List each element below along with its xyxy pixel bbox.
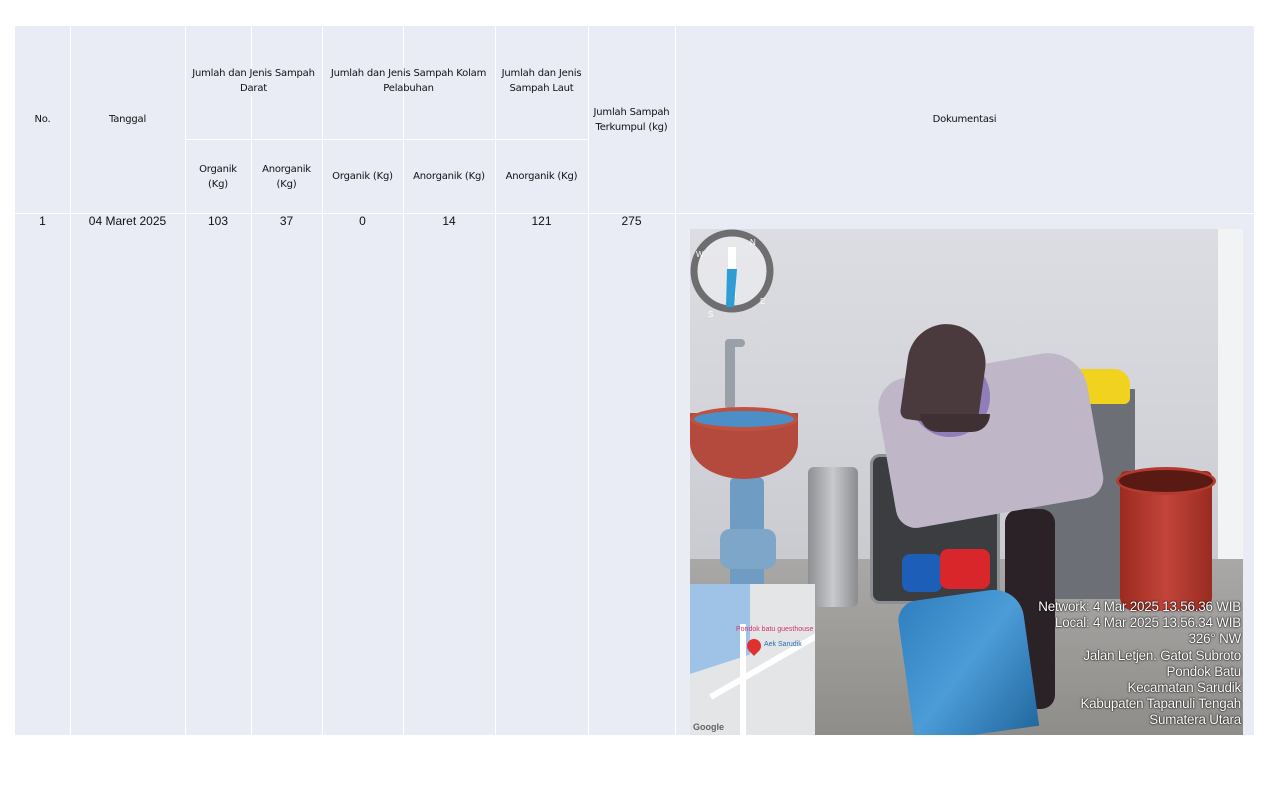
photo-person-cap-brim <box>920 414 990 432</box>
map-river-label: Aek Sarudik <box>764 641 802 648</box>
map-place-label: Pondok batu guesthouse <box>736 626 814 633</box>
header-tanggal: Tanggal <box>108 114 147 125</box>
column-divider <box>185 26 186 735</box>
column-divider <box>495 26 496 735</box>
photo-wall-edge <box>1218 229 1243 559</box>
documentation-photo <box>690 229 1243 735</box>
compass-letter-s: S <box>708 310 714 319</box>
header-kolam-organik: Organik (Kg) <box>332 171 393 182</box>
photo-faucet <box>725 339 735 409</box>
column-divider <box>251 26 252 735</box>
cell-darat-anorganik: 37 <box>279 214 294 228</box>
stamp-network-time: Network: 4 Mar 2025 13.56.36 WIB <box>1038 599 1241 614</box>
cell-darat-organik: 103 <box>207 214 229 228</box>
stamp-local-time: Local: 4 Mar 2025 13.56.34 WIB <box>1054 615 1241 631</box>
google-attribution: Google <box>693 722 724 732</box>
stamp-district: Kecamatan Sarudik <box>1127 680 1241 696</box>
compass-icon <box>690 229 774 329</box>
cell-laut-anorganik: 121 <box>531 214 552 228</box>
header-sampah-laut: Jumlah dan Jenis Sampah Laut <box>501 68 582 94</box>
compass-letter-e: E <box>760 297 766 306</box>
map-road <box>740 624 746 735</box>
compass-letter-n: N <box>750 238 756 247</box>
header-no: No. <box>34 114 51 125</box>
stamp-area: Pondok Batu <box>1166 663 1241 679</box>
cell-kolam-organik: 0 <box>359 214 366 228</box>
cell-tanggal: 04 Maret 2025 <box>88 214 167 228</box>
photo-trash-red <box>940 549 990 589</box>
header-sampah-kolam: Jumlah dan Jenis Sampah Kolam Pelabuhan <box>330 68 487 94</box>
photo-basin-rim <box>690 407 798 431</box>
photo-metal-bin <box>808 467 858 607</box>
photo-basin-base <box>720 529 776 569</box>
column-divider <box>403 26 404 735</box>
header-darat-organik: Organik (Kg) <box>199 163 237 190</box>
location-minimap <box>690 584 815 735</box>
photo-blue-sack <box>896 586 1039 735</box>
header-sampah-darat: Jumlah dan Jenis Sampah Darat <box>192 68 315 94</box>
header-jumlah-terkumpul: Jumlah Sampah Terkumpul (kg) <box>593 107 670 133</box>
stamp-regency: Kabupaten Tapanuli Tengah <box>1080 696 1241 712</box>
header-laut-anorganik: Anorganik (Kg) <box>505 171 578 182</box>
cell-no: 1 <box>39 214 46 228</box>
cell-total: 275 <box>621 214 642 228</box>
stamp-heading: 326° NW <box>1188 631 1241 647</box>
header-darat-anorganik: Anorganik (Kg) <box>262 163 311 190</box>
column-divider <box>322 26 323 735</box>
compass-letter-w: W <box>696 250 704 259</box>
header-dokumentasi: Dokumentasi <box>932 114 997 125</box>
photo-red-bucket-rim <box>1116 467 1216 495</box>
header-kolam-anorganik: Anorganik (Kg) <box>413 171 485 182</box>
stamp-province: Sumatera Utara <box>1149 712 1241 728</box>
photo-trash-blue <box>902 554 942 592</box>
geotag-stamp <box>1038 599 1241 729</box>
cell-kolam-anorganik: 14 <box>442 214 456 228</box>
photo-faucet-spout <box>725 339 745 347</box>
stamp-street: Jalan Letjen. Gatot Subroto <box>1083 647 1241 663</box>
